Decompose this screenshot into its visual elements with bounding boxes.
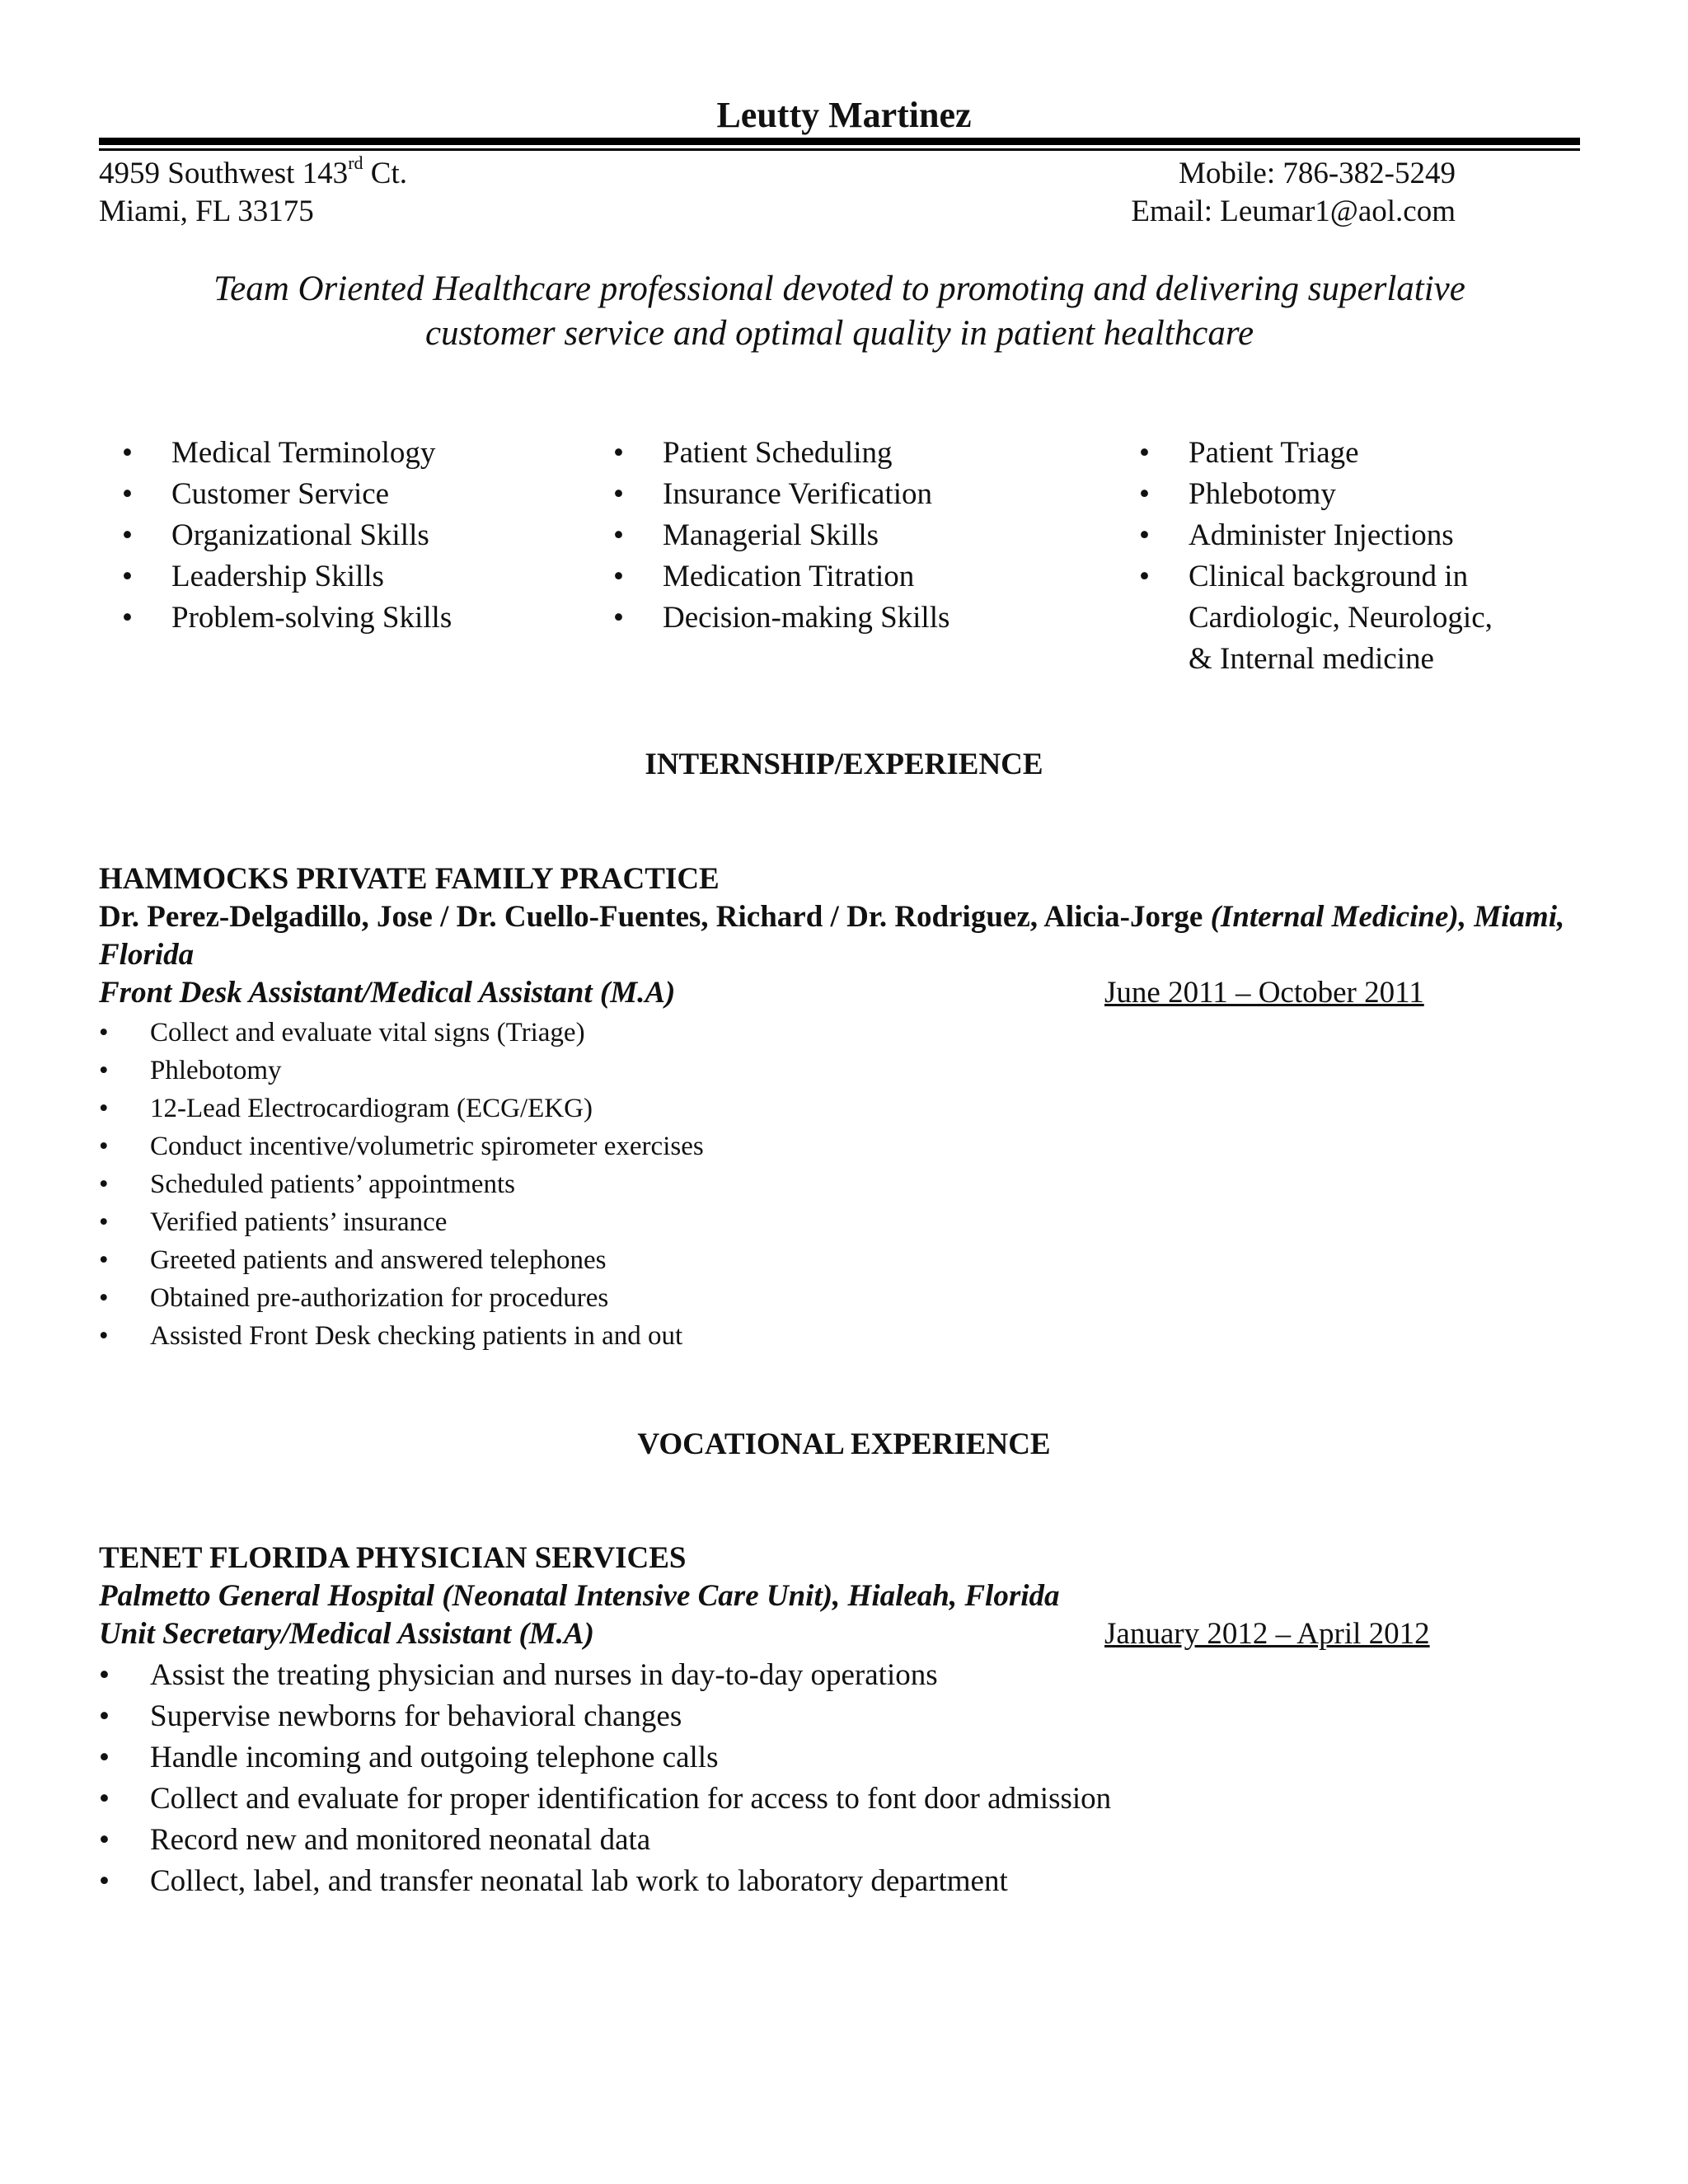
- skill-item: • Clinical background in Cardiologic, Neurologic, & Internal medicine: [1139, 556, 1518, 680]
- duty-item: • Phlebotomy: [99, 1052, 704, 1090]
- duty-item: • Scheduled patients’ appointments: [99, 1165, 704, 1203]
- section-heading-vocational: VOCATIONAL EXPERIENCE: [637, 1427, 1051, 1461]
- header-rule-thin: [99, 148, 1580, 151]
- skills-column-3: [1139, 433, 1518, 680]
- skill-item: • Managerial Skills: [613, 515, 1075, 556]
- duty-item: • Greeted patients and answered telephones: [99, 1241, 704, 1279]
- professional-tagline: [99, 267, 1580, 356]
- duty-item: • Collect, label, and transfer neonatal lab work to laboratory department: [99, 1861, 1111, 1902]
- skill-item: • Medication Titration: [613, 556, 1075, 598]
- employer-location: Palmetto General Hospital (Neonatal Intensive Care Unit), Hialeah, Florida: [99, 1579, 1060, 1613]
- section-heading-internship: INTERNSHIP/EXPERIENCE: [645, 748, 1043, 781]
- skill-item: • Leadership Skills: [122, 556, 584, 598]
- supervising-doctors: Dr. Perez-Delgadillo, Jose / Dr. Cuello-Fuentes, Richard / Dr. Rodriguez, Alicia-Jorge (Internal Medicine), Miami, Florida: [99, 900, 1565, 972]
- skill-item: • Patient Scheduling: [613, 433, 1075, 474]
- duty-item: • Conduct incentive/volumetric spirometer exercises: [99, 1127, 704, 1165]
- skill-item: • Administer Injections: [1139, 515, 1518, 556]
- duty-item: • Handle incoming and outgoing telephone calls: [99, 1737, 1111, 1779]
- tagline-line-1: Team Oriented Healthcare professional devoted to promoting and delivering superlative: [213, 269, 1465, 308]
- skill-item: • Patient Triage: [1139, 433, 1518, 474]
- skill-item: • Insurance Verification: [613, 474, 1075, 515]
- header-rule-thick: [99, 138, 1580, 145]
- duty-item: • Collect and evaluate for proper identification for access to font door admission: [99, 1779, 1111, 1820]
- mobile-number: Mobile: 786-382-5249: [1178, 157, 1456, 190]
- skill-item: • Phlebotomy: [1139, 474, 1518, 515]
- duty-item: • Collect and evaluate vital signs (Triage): [99, 1014, 704, 1052]
- duty-item: • Supervise newborns for behavioral changes: [99, 1696, 1111, 1737]
- duty-item: • Obtained pre-authorization for procedures: [99, 1279, 704, 1317]
- duty-item: • Record new and monitored neonatal data: [99, 1820, 1111, 1861]
- vocational-duties: [99, 1655, 1111, 1902]
- internship-duties: [99, 1014, 704, 1355]
- address-line-2: Miami, FL 33175: [99, 194, 314, 228]
- skills-column-1: [122, 433, 584, 639]
- tagline-line-2: customer service and optimal quality in patient healthcare: [424, 314, 1254, 353]
- skill-item: • Problem-solving Skills: [122, 598, 584, 639]
- candidate-name: Leutty Martinez: [716, 95, 972, 135]
- skill-item: • Medical Terminology: [122, 433, 584, 474]
- employment-dates: January 2012 – April 2012: [1104, 1617, 1430, 1651]
- skill-item: • Organizational Skills: [122, 515, 584, 556]
- employment-dates: June 2011 – October 2011: [1104, 976, 1424, 1010]
- duty-item: • Verified patients’ insurance: [99, 1203, 704, 1241]
- duty-item: • Assisted Front Desk checking patients in and out: [99, 1317, 704, 1355]
- job-title: Front Desk Assistant/Medical Assistant (M.A): [99, 976, 676, 1010]
- duty-item: • 12-Lead Electrocardiogram (ECG/EKG): [99, 1090, 704, 1127]
- skill-item: • Customer Service: [122, 474, 584, 515]
- skill-item: • Decision-making Skills: [613, 598, 1075, 639]
- email-address: Email: Leumar1@aol.com: [1131, 194, 1456, 228]
- skills-column-2: [613, 433, 1075, 639]
- duty-item: • Assist the treating physician and nurses in day-to-day operations: [99, 1655, 1111, 1696]
- job-title: Unit Secretary/Medical Assistant (M.A): [99, 1617, 594, 1651]
- employer-name: HAMMOCKS PRIVATE FAMILY PRACTICE: [99, 862, 720, 896]
- employer-name: TENET FLORIDA PHYSICIAN SERVICES: [99, 1541, 687, 1575]
- address-line-1: 4959 Southwest 143rd Ct.: [99, 152, 407, 190]
